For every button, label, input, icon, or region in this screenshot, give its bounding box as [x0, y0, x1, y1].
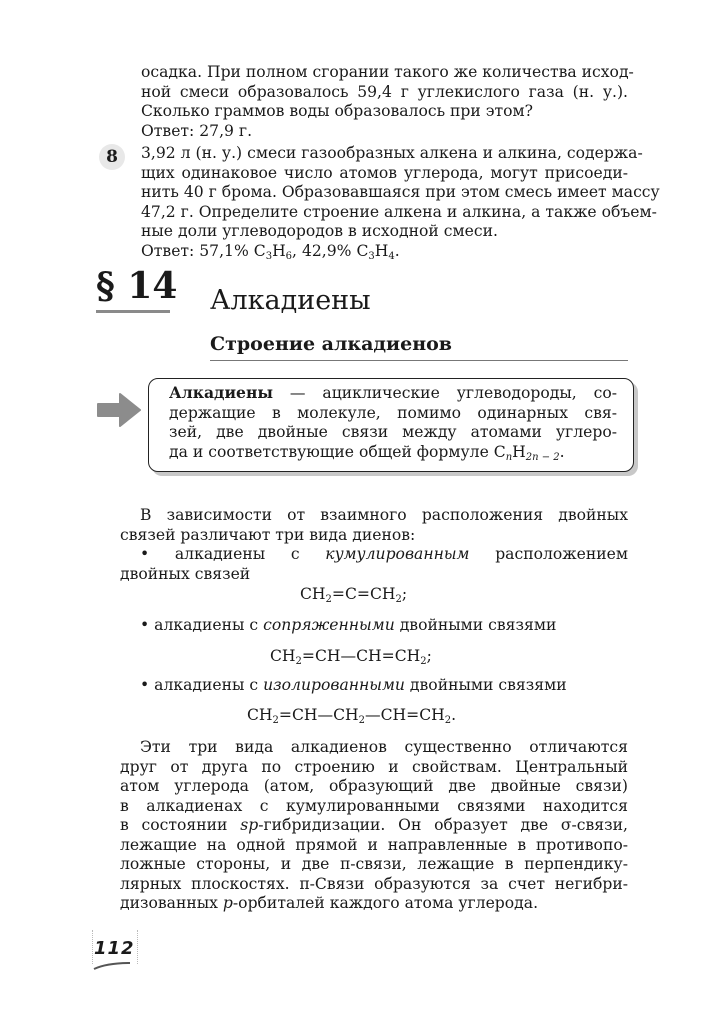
italic-term: кумулированным — [325, 545, 470, 563]
section-number: § 14 — [96, 265, 178, 307]
subscript: 2n − 2 — [525, 451, 560, 463]
answer-text: , 42,9% C — [292, 241, 369, 260]
bullet: • — [140, 676, 150, 694]
subsection-rule — [210, 360, 628, 361]
text-line: двойных связей — [120, 564, 251, 583]
subscript: 6 — [285, 250, 293, 262]
answer-text: Ответ: 57,1% C — [141, 241, 266, 260]
text-line — [169, 383, 617, 404]
text-line: держащие в молекуле, помимо одинарных свя- — [169, 403, 617, 422]
text-line: В зависимости от взаимного расположения двойных — [140, 506, 628, 524]
text: алкадиены с — [154, 676, 264, 694]
text-line: лежащие на одной прямой и направленные в противопо- — [120, 835, 628, 854]
definition-text — [169, 383, 617, 462]
section-title: Алкадиены — [210, 285, 371, 316]
text-line: ные доли углеводородов в исходной смеси. — [141, 222, 498, 240]
subscript: 3 — [265, 250, 273, 262]
problem-number-badge: 8 — [99, 144, 125, 170]
list-item — [120, 545, 628, 565]
answer-text: . — [394, 241, 400, 260]
answer-line: Ответ: 27,9 г. — [141, 121, 253, 140]
text-line: дизованных p-орбиталей каждого атома углерода. — [120, 894, 539, 912]
formula-isolated: $CH_2=CH—CH_2—CH=CH_2$. — [247, 706, 457, 726]
list-item — [120, 616, 628, 636]
problem-8-text — [141, 144, 660, 262]
text: двойными связями — [404, 676, 567, 694]
text-line: связей различают три вида диенов: — [120, 525, 416, 544]
text-line: 3,92 л (н. у.) смеси газообразных алкена и алкина, содержа- — [141, 144, 643, 162]
problem-7-text — [141, 63, 634, 141]
text-line: друг от друга по строению и свойствам. Центральный — [120, 757, 628, 776]
text: да и соответствующие общей формуле C — [169, 442, 506, 461]
text: H — [512, 442, 526, 461]
text-line: ной смеси образовалось 59,4 г углекислого газа (н. у.). — [141, 82, 628, 101]
answer-line — [141, 242, 628, 262]
text-line: в алкадиенах с кумулированными связями находится — [120, 796, 628, 815]
text-line: щих одинаковое число атомов углерода, могут присоеди- — [141, 163, 628, 182]
text-line: в состоянии sp-гибридизации. Он образует две σ-связи, — [120, 816, 628, 834]
italic-term: изолированными — [263, 676, 405, 694]
subscript: n — [505, 451, 513, 463]
text: двойными связями — [394, 616, 557, 634]
text: . — [559, 442, 565, 461]
arrow-right-icon — [96, 390, 142, 430]
italic-term: сопряженными — [263, 616, 395, 634]
text: — ациклические углеводороды, со- — [273, 384, 617, 402]
text-line: осадка. При полном сгорании такого же количества исход- — [141, 63, 634, 81]
bullet: • — [140, 545, 150, 563]
formula-conjugated: $CH_2=CH—CH=CH_2$; — [270, 647, 432, 667]
text-line: нить 40 г брома. Образовавшаяся при этом смесь имеет массу — [141, 183, 660, 201]
answer-text: H — [374, 241, 389, 260]
page-number: 112 — [94, 938, 135, 959]
body-paragraph — [120, 738, 628, 914]
intro-paragraph — [120, 506, 628, 584]
definition-term: Алкадиены — [169, 383, 273, 402]
text-line: Эти три вида алкадиенов существенно отличаются — [140, 738, 628, 756]
text: алкадиены с — [154, 616, 264, 634]
definition-box — [148, 378, 634, 472]
section-underline — [96, 310, 170, 313]
text-line: ложные стороны, и две π-связи, лежащие в перпендику- — [120, 855, 628, 873]
text: расположением — [495, 545, 628, 563]
text-line: лярных плоскостях. π-Связи образуются за счет негибри- — [120, 874, 628, 893]
subscript: 3 — [368, 250, 375, 262]
subscript: 4 — [388, 250, 395, 262]
text-line: Сколько граммов воды образовалось при этом? — [141, 102, 533, 120]
text-line: зей, две двойные связи между атомами углеро- — [169, 423, 617, 441]
text-line: 47,2 г. Определите строение алкена и алкина, а также объем- — [141, 202, 657, 221]
bullet: • — [140, 616, 150, 634]
list-item — [120, 676, 628, 696]
subsection-title: Строение алкадиенов — [210, 333, 453, 355]
text: алкадиены с — [174, 545, 326, 563]
formula-cumulated: $CH_2=C=CH_2$; — [300, 585, 408, 605]
decorative-swoosh — [92, 962, 132, 970]
text-line: атом углерода (атом, образующий две двойные связи) — [120, 777, 628, 795]
text-line — [169, 443, 617, 463]
answer-text: H — [272, 241, 286, 260]
